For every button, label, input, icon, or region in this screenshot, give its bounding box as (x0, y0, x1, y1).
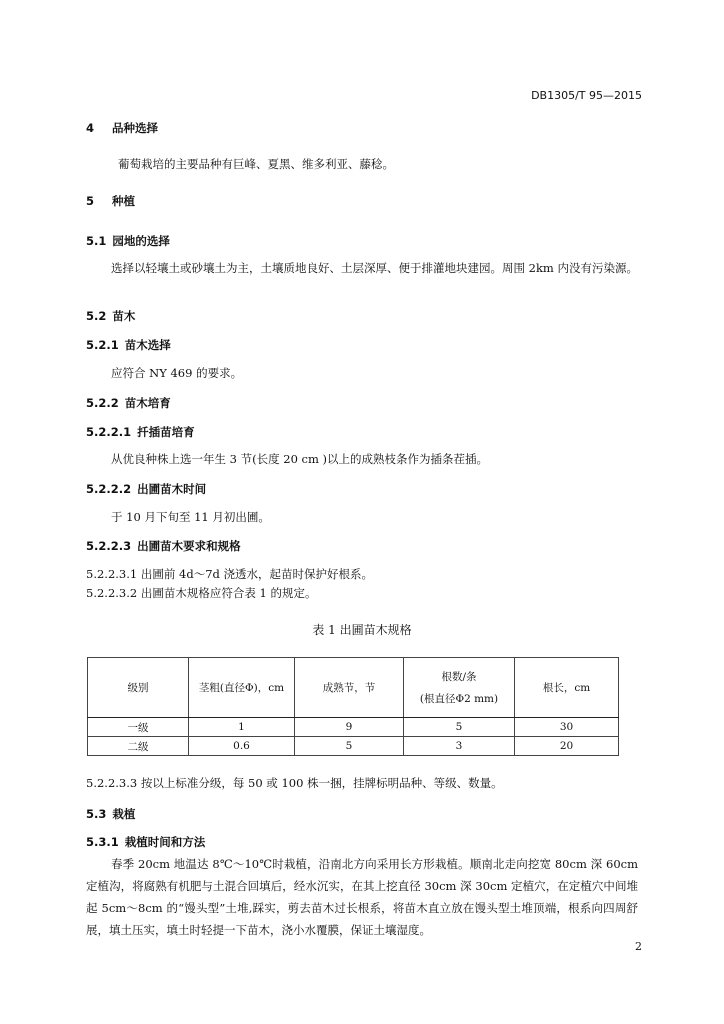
table-cell: 5 (404, 718, 515, 737)
heading-5-1: 5.1 园地的选择 (86, 234, 170, 248)
table-cell: 一级 (88, 718, 189, 737)
paragraph-5-1: 选择以轻壤土或砂壤土为主，土壤质地良好、土层深厚、便于排灌地块建园。周围 2km 内没有污染源。 (111, 261, 638, 275)
paragraph-5-2-2-3-3: 5.2.2.3.3 按以上标准分级，每 50 或 100 株一捆，挂牌标明品种、等级、数量。 (86, 776, 503, 790)
paragraph-5-2-1: 应符合 NY 469 的要求。 (111, 366, 243, 380)
heading-5-2-2-1: 5.2.2.1 扦插苗培育 (86, 425, 195, 439)
heading-5-2-1: 5.2.1 苗木选择 (86, 338, 171, 352)
heading-5-2: 5.2 苗木 (86, 309, 136, 323)
spec-table (87, 657, 619, 756)
header-line: (根直径Φ2 mm) (419, 692, 499, 705)
heading-5-2-2-3: 5.2.2.3 出圃苗木要求和规格 (86, 539, 241, 553)
table-cell: 1 (189, 718, 295, 737)
header-line: 根数/条 (441, 670, 477, 683)
paragraph-5-2-2-3-1: 5.2.2.3.1 出圃前 4d～7d 浇透水，起苗时保护好根系。 (86, 567, 374, 581)
header-cell: 级别 (88, 658, 189, 718)
header-cell (404, 658, 515, 718)
paragraph-5-2-2-2: 于 10 月下旬至 11 月初出圃。 (111, 510, 270, 524)
table-cell: 3 (404, 737, 515, 756)
table-cell: 9 (295, 718, 404, 737)
table-row (88, 718, 619, 737)
heading-5: 5 种植 (86, 194, 135, 208)
heading-5-3: 5.3 栽植 (86, 807, 136, 821)
header-cell: 成熟节，节 (295, 658, 404, 718)
paragraph-4: 葡萄栽培的主要品种有巨峰、夏黑、维多利亚、藤稔。 (118, 157, 394, 171)
header-cell: 茎粗(直径Φ)，cm (189, 658, 295, 718)
table-cell: 5 (295, 737, 404, 756)
heading-5-2-2: 5.2.2 苗木培育 (86, 396, 171, 410)
table-cell: 30 (515, 718, 619, 737)
paragraph-5-2-2-1: 从优良种株上选一年生 3 节(长度 20 cm )以上的成熟枝条作为插条茬插。 (111, 452, 489, 466)
header-cell: 根长，cm (515, 658, 619, 718)
heading-4: 4 品种选择 (86, 121, 158, 135)
table-row (88, 737, 619, 756)
table-caption: 表 1 出圃苗木规格 (312, 623, 412, 637)
table-cell: 二级 (88, 737, 189, 756)
page-number: 2 (635, 940, 642, 953)
table-cell: 0.6 (189, 737, 295, 756)
paragraph-5-3-1: 春季 20cm 地温达 8℃～10℃时栽植，沿南北方向采用长方形栽植。顺南北走向挖宽 80cm 深 60cm 定植沟，将腐熟有机肥与土混合回填后，经水沉实，在其上挖直径 30cm 深 30cm 定植穴，在定植穴中间堆起 5cm～8cm 的“馒头型”土堆,踩实，剪去苗木过长根系，将苗木直立放在馒头型土堆顶端，根系向四周舒展，填土压实，填土时轻提一下苗木，浇小水覆膜，保证土壤湿度。 (86, 857, 638, 937)
paragraph-5-2-2-3-2: 5.2.2.3.2 出圃苗木规格应符合表 1 的规定。 (86, 586, 317, 600)
document-code: DB1305/T 95—2015 (531, 89, 642, 102)
heading-5-2-2-2: 5.2.2.2 出圃苗木时间 (86, 482, 207, 496)
heading-5-3-1: 5.3.1 栽植时间和方法 (86, 835, 206, 849)
table-cell: 20 (515, 737, 619, 756)
table-header-row (88, 658, 619, 718)
